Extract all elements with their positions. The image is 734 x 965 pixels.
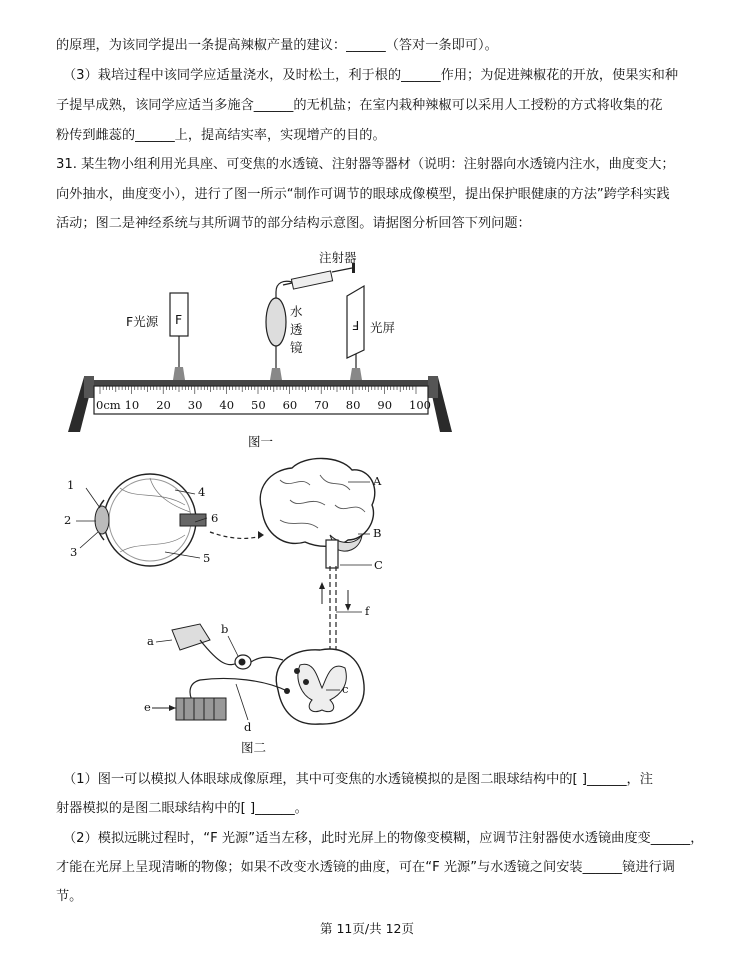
text: 射器模拟的是图二眼球结构中的[ ]______。 (56, 801, 308, 816)
eye-label-2: 2 (64, 513, 72, 527)
ruler-tick-label: 80 (345, 398, 361, 412)
brain-label-c: C (374, 558, 383, 572)
figure2-caption: 图二 (241, 740, 267, 755)
lens-label-2: 透 (290, 322, 303, 337)
ganglion-label-b: b (221, 622, 229, 636)
page-footer: 第 11页/共 12页 (320, 921, 414, 936)
eye-label-5: 5 (203, 551, 211, 565)
text: 31. 某生物小组利用光具座、可变焦的水透镜、注射器等器材（说明：注射器向水透镜内注水，曲度变大； (56, 157, 675, 172)
ruler-tick-label: 60 (282, 398, 298, 412)
eye-label-6: 6 (211, 511, 219, 525)
optic-arrow-icon (258, 531, 264, 539)
effector-label-e: e (144, 700, 151, 714)
eye-label-3: 3 (70, 545, 78, 559)
eyeball-diagram (76, 474, 207, 566)
brain-diagram (260, 458, 375, 568)
ruler-tick-label: 50 (251, 398, 266, 412)
lens-label-3: 镜 (290, 340, 303, 355)
eye-label-1: 1 (67, 478, 75, 492)
text: 节。 (56, 889, 83, 904)
text: 的原理，为该同学提出一条提高辣椒产量的建议：______（答对一条即可）。 (56, 38, 498, 53)
brain-label-a: A (373, 474, 382, 488)
ruler-tick-label: 40 (219, 398, 235, 412)
ruler-tick-label: 70 (314, 398, 329, 412)
screen-letter: F (352, 318, 360, 333)
ruler-tick-label: 30 (187, 398, 203, 412)
brain-label-b: B (373, 526, 382, 540)
text: 子提早成熟，该同学应适当多施含______的无机盐；在室内栽种辣椒可以采用人工授粉的方式将收集的花 (56, 98, 663, 113)
text: 活动；图二是神经系统与其所调节的部分结构示意图。请据图分析回答下列问题： (56, 216, 531, 231)
text: （1）图一可以模拟人体眼球成像原理，其中可变焦的水透镜模拟的是图二眼球结构中的[ ]______，注 (63, 772, 653, 787)
text: （2）模拟远眺过程时，“F 光源”适当左移，此时光屏上的物像变模糊，应调节注射器使水透镜曲度变______， (63, 831, 704, 846)
pathway-label-f: f (365, 604, 370, 618)
ruler-tick-label: 90 (377, 398, 393, 412)
receptor-label-a: a (147, 634, 154, 648)
ruler-tick-label: 20 (156, 398, 171, 412)
text: （3）栽培过程中该同学应适量浇水，及时松土，利于根的______作用；为促进辣椒花的开放，使果实和种 (63, 68, 679, 83)
ruler-tick-label: 0cm (96, 398, 121, 412)
light-source-letter: F (175, 312, 183, 327)
nerve-label-d: d (244, 720, 252, 734)
text: 向外抽水，曲度变小），进行了图一所示“制作可调节的眼球成像模型，提出保护眼健康的方法”跨学科实践 (56, 187, 670, 202)
screen-label: 光屏 (370, 320, 396, 335)
optic-nerve-path (210, 532, 264, 538)
text: 粉传到雌蕊的______上，提高结实率，实现增产的目的。 (56, 128, 386, 143)
light-source-label: F光源 (126, 314, 159, 329)
ruler-tick-label: 10 (124, 398, 140, 412)
text: 才能在光屏上呈现清晰的物像；如果不改变水透镜的曲度，可在“F 光源”与水透镜之间安装______镜进行调 (56, 860, 675, 875)
syringe-label: 注射器 (319, 250, 357, 265)
eye-label-4: 4 (198, 485, 206, 499)
lens-label-1: 水 (290, 304, 303, 319)
ruler-tick-label: 100 (409, 398, 431, 412)
figure1-caption: 图一 (248, 434, 274, 449)
spinal-label-c: c (342, 682, 349, 696)
spinal-cord-section (276, 649, 364, 724)
